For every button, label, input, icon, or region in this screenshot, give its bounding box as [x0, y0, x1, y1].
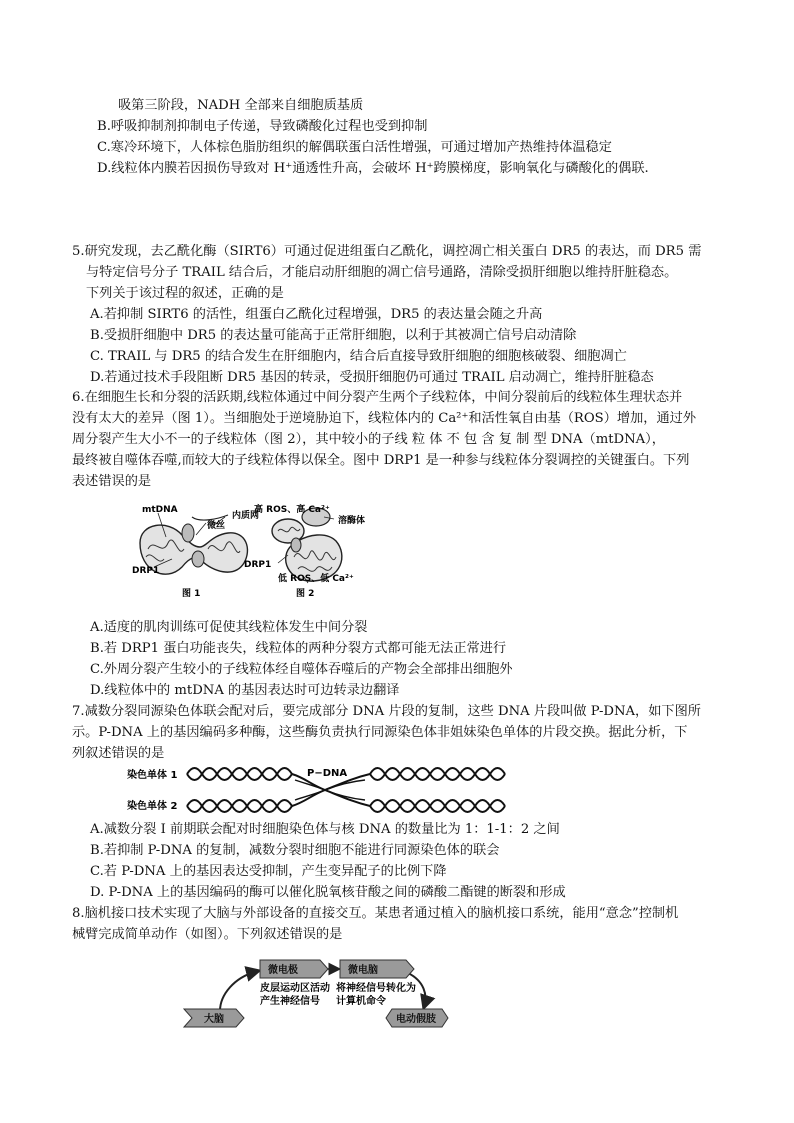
label-chromatid-2: 染色单体 2: [127, 801, 178, 812]
q6-stem-line4: 最终被自噬体吞噬,而较大的子线粒体得以保全。图中 DRP1 是一种参与线粒体分裂调控的关键蛋白。下列: [72, 453, 690, 468]
q7-option-b: B.若抑制 P-DNA 的复制，减数分裂时细胞不能进行同源染色体的联会: [90, 843, 500, 858]
q8-stem-line2: 械臂完成简单动作（如图）。下列叙述错误的是: [72, 927, 343, 942]
q5-option-a: A.若抑制 SIRT6 的活性，组蛋白乙酰化过程增强，DR5 的表达量会随之升高: [90, 307, 543, 322]
fig1-label-microfilament: 微丝: [207, 521, 226, 531]
q6-stem-line2: 没有太大的差异（图 1）。当细胞处于逆境胁迫下，线粒体内的 Ca²⁺和活性氧自由基（ROS）增加，通过外: [72, 411, 697, 426]
cortex-text-line2: 产生神经信号: [260, 996, 320, 1007]
q4-option-b: B.呼吸抑制剂抑制电子传递，导致磷酸化过程也受到抑制: [97, 119, 428, 134]
q6-stem-line1: 6.在细胞生长和分裂的活跃期,线粒体通过中间分裂产生两个子线粒体，中间分裂前后的线粒体生理状态并: [72, 390, 683, 405]
label-chromatid-1: 染色单体 1: [127, 770, 178, 781]
convert-text-line1: 将神经信号转化为: [336, 983, 416, 994]
fig1-label-mtdna: mtDNA: [142, 505, 178, 515]
fig1-caption: 图 1: [182, 589, 201, 599]
q6-stem-line5: 表述错误的是: [72, 474, 152, 489]
fig1-label-drp1: DRP1: [132, 566, 160, 576]
q6-stem-line3: 周分裂产生大小不一的子线粒体（图 2），其中较小的子线 粒 体 不 包 含 复 制 型 DNA（mtDNA），: [72, 432, 665, 447]
q7-option-c: C.若 P-DNA 上的基因表达受抑制，产生变异配子的比例下降: [90, 864, 447, 879]
fig2-label-lysosome: 溶酶体: [338, 516, 366, 526]
q8-stem-line1: 8.脑机接口技术实现了大脑与外部设备的直接交互。某患者通过植入的脑机接口系统，能用“意念”控制机: [72, 906, 679, 921]
q4-option-c: C.寒冷环境下，人体棕色脂肪组织的解偶联蛋白活性增强，可通过增加产热维持体温稳定: [97, 140, 612, 155]
q5-stem-line2: 与特定信号分子 TRAIL 结合后，才能启动肝细胞的凋亡信号通路，清除受损肝细胞以维持肝脏稳态。: [86, 265, 678, 280]
q5-stem-line1: 5.研究发现，去乙酰化酶（SIRT6）可通过促进组蛋白乙酰化，调控凋亡相关蛋白 DR5 的表达，而 DR5 需: [72, 244, 702, 259]
q6-option-a: A.适度的肌肉训练可促使其线粒体发生中间分裂: [90, 620, 368, 635]
fig2-label-drp1: DRP1: [244, 560, 272, 570]
q5-option-c: C. TRAIL 与 DR5 的结合发生在肝细胞内，结合后直接导致肝细胞的细胞核破裂、细胞凋亡: [90, 349, 627, 364]
convert-text-line2: 计算机命令: [336, 996, 386, 1007]
q5-stem-line3: 下列关于该过程的叙述，正确的是: [86, 286, 284, 301]
p-dna-figure: [125, 764, 545, 816]
electrode-label: 微电极: [268, 965, 298, 976]
q7-stem-line1: 7.减数分裂同源染色体联会配对后，要完成部分 DNA 片段的复制，这些 DNA 片段叫做 P-DNA，如下图所: [72, 704, 701, 719]
brain-label: 大脑: [204, 1014, 224, 1025]
dna-helix-chromatid-2: [187, 800, 505, 812]
q7-stem-line2: 示。P-DNA 上的基因编码多种酶，这些酶负责执行同源染色体非姐妹染色单体的片段交换。据此分析，下: [72, 725, 688, 740]
q5-option-d: D.若通过技术手段阻断 DR5 基因的转录，受损肝细胞仍可通过 TRAIL 启动凋亡，维持肝脏稳态: [90, 370, 654, 385]
q6-option-c: C.外周分裂产生较小的子线粒体经自噬体吞噬后的产物会全部排出细胞外: [90, 662, 513, 677]
fig2-caption: 图 2: [296, 589, 315, 599]
cortex-text-line1: 皮层运动区活动: [260, 983, 330, 994]
label-p-dna: P−DNA: [307, 768, 348, 779]
q6-option-d: D.线粒体中的 mtDNA 的基因表达时可边转录边翻译: [90, 683, 400, 698]
q5-option-b: B.受损肝细胞中 DR5 的表达量可能高于正常肝细胞，以利于其被凋亡信号启动清除: [90, 328, 577, 343]
fig1-label-er: 内质网: [232, 511, 260, 521]
q6-option-b: B.若 DRP1 蛋白功能丧失，线粒体的两种分裂方式都可能无法正常进行: [90, 641, 507, 656]
q4-stem-continuation: 吸第三阶段，NADH 全部来自细胞质基质: [118, 98, 364, 113]
fig2-label-low-ros: 低 ROS、低 Ca²⁺: [278, 574, 354, 584]
q7-option-d: D. P-DNA 上的基因编码的酶可以催化脱氧核苷酸之间的磷酸二酯键的断裂和形成: [90, 885, 566, 900]
q4-option-d: D.线粒体内膜若因损伤导致对 H⁺通透性升高，会破坏 H⁺跨膜梯度，影响氧化与磷酸化的偶联.: [97, 161, 649, 176]
figure1-mitochondrion: [140, 513, 247, 574]
computer-label: 微电脑: [348, 965, 378, 976]
limb-label: 电动假肢: [396, 1014, 436, 1025]
figure2-mitochondrion: [272, 508, 342, 583]
q7-option-a: A.减数分裂 I 前期联会配对时细胞染色体与核 DNA 的数量比为 1：1-1：2 之间: [90, 822, 560, 837]
flow-arrow-brain-electrode: [220, 971, 258, 1011]
brain-computer-interface-figure: [180, 955, 450, 1033]
mitochondria-division-figure: [128, 497, 378, 602]
fig2-label-high-ros: 高 ROS、高 Ca²⁺: [254, 505, 330, 515]
q7-stem-line3: 列叙述错误的是: [72, 746, 165, 761]
